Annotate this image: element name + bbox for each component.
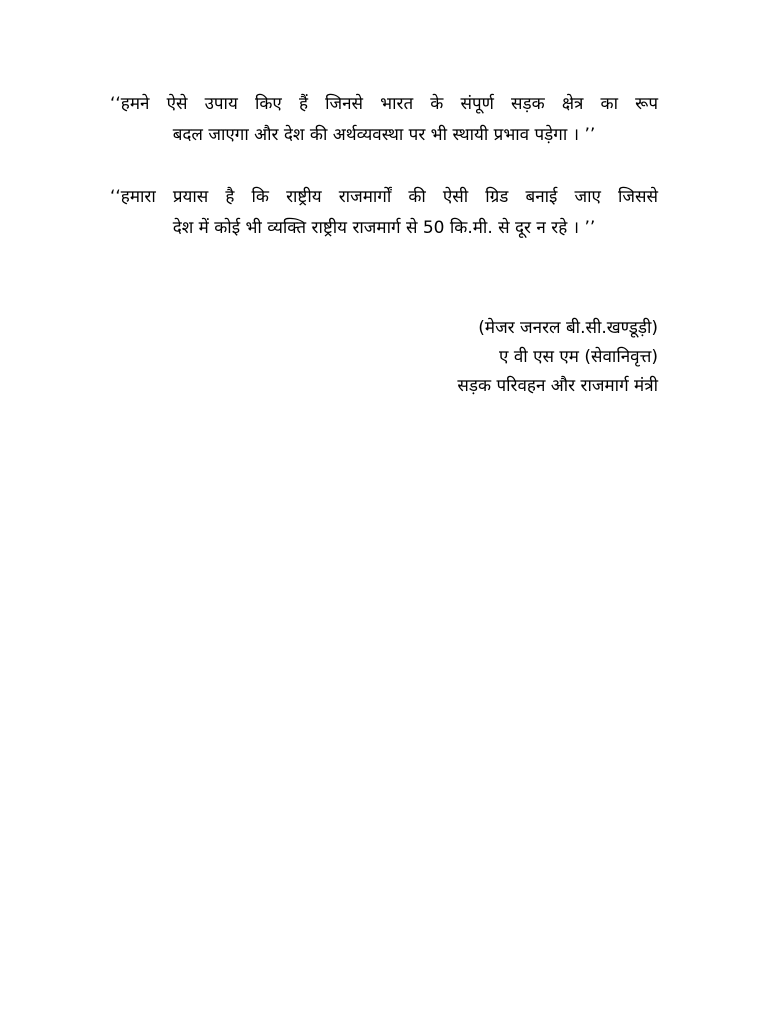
signature-block — [457, 314, 658, 401]
quote-block-2 — [110, 182, 658, 244]
signatory-name: (मेजर जनरल बी.सी.खण्डूड़ी) — [478, 318, 658, 338]
quote-2-line-2: देश में कोई भी व्यक्ति राष्ट्रीय राजमार्ग से 50 कि.मी. से दूर न रहे । ’’ — [172, 218, 596, 238]
quote-2-line-1: ‘‘हमारा प्रयास है कि राष्ट्रीय राजमार्गों की ऐसी ग्रिड बनाई जाए जिससे — [110, 187, 658, 207]
quote-block-1 — [110, 89, 658, 151]
signatory-honours: ए वी एस एम (सेवानिवृत्त) — [499, 347, 658, 367]
signatory-designation: सड़क परिवहन और राजमार्ग मंत्री — [457, 376, 658, 396]
quote-1-line-1: ‘‘हमने ऐसे उपाय किए हैं जिनसे भारत के संपूर्ण सड़क क्षेत्र का रूप — [110, 94, 658, 114]
quote-1-line-2: बदल जाएगा और देश की अर्थव्यवस्था पर भी स्थायी प्रभाव पड़ेगा । ’’ — [172, 125, 596, 145]
